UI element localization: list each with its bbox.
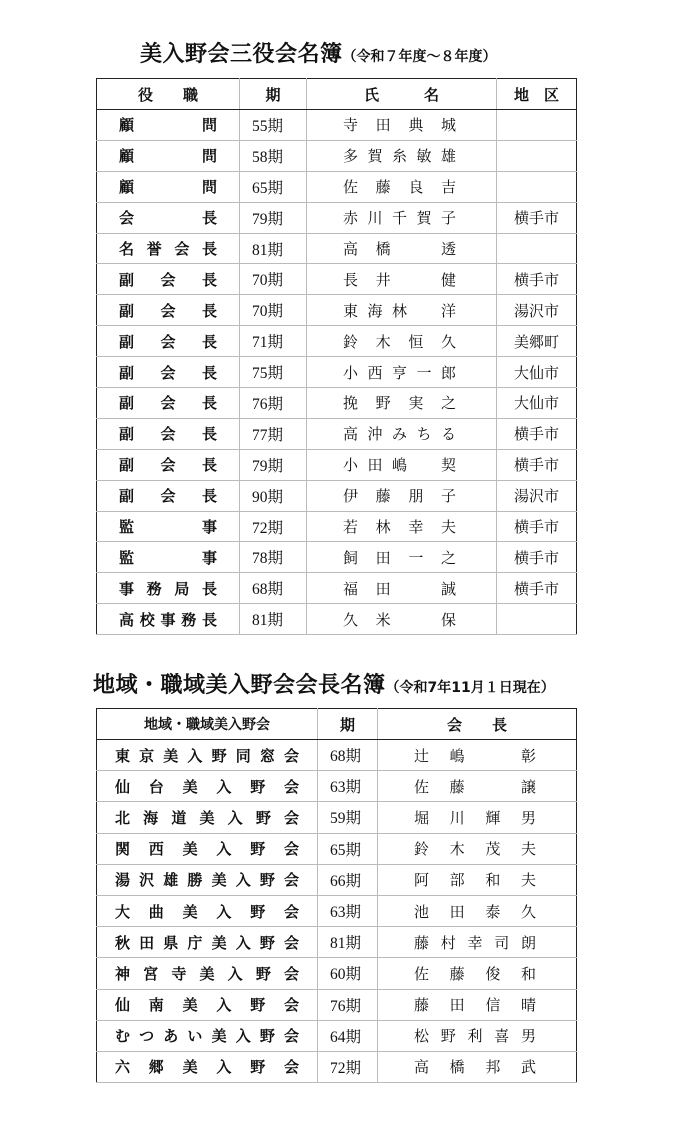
officer-role-text: 会長	[119, 209, 217, 228]
table-row	[97, 604, 577, 635]
table-row	[97, 171, 577, 202]
officer-area	[497, 604, 577, 635]
officer-name-text: 伊藤朋子	[343, 487, 456, 506]
officer-name	[307, 171, 497, 202]
table-row	[97, 110, 577, 141]
officer-role	[97, 418, 240, 449]
officer-area: 横手市	[497, 573, 577, 604]
officer-name-text: 多賀糸敏雄	[343, 147, 456, 166]
officer-role-text: 事務局長	[119, 579, 217, 598]
branch-name	[97, 927, 318, 958]
table-row	[97, 833, 577, 864]
table-row	[97, 418, 577, 449]
officer-term: 68期	[240, 573, 307, 604]
branch-name	[97, 989, 318, 1020]
table-row	[97, 771, 577, 802]
branches-title-text: 地域・職域美入野会会長名簿	[93, 673, 386, 698]
table-row	[97, 895, 577, 926]
branch-president-text: 堀川輝男	[414, 808, 536, 827]
branch-term: 64期	[318, 1020, 378, 1051]
officer-name	[307, 295, 497, 326]
officer-role-text: 監事	[119, 518, 217, 537]
branch-president-text: 辻嶋 彰	[414, 746, 536, 765]
header-president: 会 長	[378, 709, 577, 740]
table-row	[97, 1020, 577, 1051]
officer-term: 71期	[240, 326, 307, 357]
officer-term: 70期	[240, 295, 307, 326]
officer-area: 横手市	[497, 202, 577, 233]
officer-name	[307, 573, 497, 604]
officer-role-text: 名誉会長	[119, 240, 217, 258]
branch-name-text: 湯沢雄勝美入野会	[115, 871, 299, 890]
table-row	[97, 511, 577, 542]
officer-term: 72期	[240, 511, 307, 542]
header-name: 氏 名	[307, 79, 497, 110]
table-row	[97, 295, 577, 326]
officer-area: 大仙市	[497, 357, 577, 388]
table-row	[97, 802, 577, 833]
officer-term: 78期	[240, 542, 307, 573]
officer-role	[97, 357, 240, 388]
officer-name-text: 小西亨一郎	[343, 363, 456, 382]
officer-role	[97, 388, 240, 419]
officer-name-text: 鈴木恒久	[343, 332, 456, 351]
officer-term: 75期	[240, 357, 307, 388]
officer-term: 65期	[240, 171, 307, 202]
officer-role	[97, 511, 240, 542]
branch-name	[97, 895, 318, 926]
officer-name-text: 若林幸夫	[343, 518, 456, 537]
branch-president	[378, 895, 577, 926]
officer-role	[97, 326, 240, 357]
branch-name-text: 東京美入野同窓会	[115, 746, 299, 765]
officer-name	[307, 388, 497, 419]
officer-term: 81期	[240, 604, 307, 635]
officer-role	[97, 295, 240, 326]
table-row	[97, 264, 577, 295]
branch-name	[97, 1051, 318, 1082]
officer-area: 横手市	[497, 449, 577, 480]
branch-name-text: 北海道美入野会	[115, 808, 299, 827]
officers-table	[96, 78, 577, 635]
branch-name	[97, 771, 318, 802]
branch-president-text: 阿部和夫	[414, 871, 536, 890]
branch-name-text: 仙台美入野会	[115, 777, 299, 796]
officer-area	[497, 110, 577, 141]
officer-name-text: 東海林 洋	[343, 301, 456, 320]
officer-term: 55期	[240, 110, 307, 141]
officer-role	[97, 233, 240, 264]
officer-name	[307, 110, 497, 141]
officer-area: 横手市	[497, 418, 577, 449]
branches-title	[93, 668, 555, 699]
table-row	[97, 864, 577, 895]
branch-president	[378, 1051, 577, 1082]
officer-role-text: 高校事務長	[119, 610, 217, 629]
header-role: 役 職	[97, 79, 240, 110]
officer-name-text: 佐藤良吉	[343, 178, 456, 197]
table-row	[97, 989, 577, 1020]
officer-role	[97, 140, 240, 171]
officer-name	[307, 418, 497, 449]
table-row	[97, 449, 577, 480]
branch-president	[378, 864, 577, 895]
table-row	[97, 480, 577, 511]
table-row	[97, 388, 577, 419]
officer-area: 湯沢市	[497, 480, 577, 511]
officer-area	[497, 233, 577, 264]
table-row	[97, 233, 577, 264]
branch-name	[97, 833, 318, 864]
officer-area: 大仙市	[497, 388, 577, 419]
branch-term: 63期	[318, 895, 378, 926]
branch-name-text: 秋田県庁美入野会	[115, 933, 299, 952]
officer-role	[97, 202, 240, 233]
officer-name-text: 福田 誠	[343, 579, 456, 598]
officer-name	[307, 480, 497, 511]
header-branch: 地域・職域美入野会	[97, 709, 318, 740]
officer-name-text: 久米 保	[343, 610, 456, 629]
officer-name	[307, 264, 497, 295]
officer-role	[97, 449, 240, 480]
officer-role-text: 監事	[119, 548, 217, 567]
officer-name-text: 寺田典城	[343, 116, 456, 135]
officer-role-text: 副会長	[119, 270, 217, 289]
officer-role	[97, 604, 240, 635]
officer-role-text: 副会長	[119, 301, 217, 320]
branch-president	[378, 802, 577, 833]
header-area: 地 区	[497, 79, 577, 110]
officer-role-text: 顧問	[119, 178, 217, 197]
officer-term: 79期	[240, 202, 307, 233]
officer-role	[97, 110, 240, 141]
officer-area: 横手市	[497, 264, 577, 295]
officer-name-text: 赤川千賀子	[343, 209, 456, 228]
branch-name-text: 仙南美入野会	[115, 996, 299, 1015]
officer-name	[307, 202, 497, 233]
branch-name-text: 神宮寺美入野会	[115, 964, 299, 983]
table-row	[97, 326, 577, 357]
officers-title	[140, 37, 497, 68]
branch-president-text: 鈴木茂夫	[414, 840, 536, 859]
officer-role-text: 顧問	[119, 116, 217, 135]
branch-president	[378, 989, 577, 1020]
officer-role-text: 副会長	[119, 394, 217, 413]
officer-role	[97, 171, 240, 202]
officer-term: 90期	[240, 480, 307, 511]
officer-area: 美郷町	[497, 326, 577, 357]
table-row	[97, 573, 577, 604]
branch-president-text: 高橋邦武	[414, 1058, 536, 1077]
branch-president	[378, 927, 577, 958]
branch-term: 60期	[318, 958, 378, 989]
branch-term: 65期	[318, 833, 378, 864]
officers-header-row	[97, 79, 577, 110]
officer-area: 湯沢市	[497, 295, 577, 326]
table-row	[97, 140, 577, 171]
branch-president	[378, 958, 577, 989]
officer-term: 81期	[240, 233, 307, 264]
branch-president-text: 松野利喜男	[414, 1027, 536, 1046]
officer-name-text: 小田嶋 契	[343, 456, 456, 475]
officer-role	[97, 542, 240, 573]
branch-name	[97, 1020, 318, 1051]
branch-term: 68期	[318, 740, 378, 771]
officer-name	[307, 326, 497, 357]
officer-term: 70期	[240, 264, 307, 295]
table-row	[97, 1051, 577, 1082]
officer-name-text: 長井 健	[343, 270, 456, 289]
table-row	[97, 740, 577, 771]
branch-term: 59期	[318, 802, 378, 833]
officer-role	[97, 264, 240, 295]
officer-name	[307, 449, 497, 480]
officer-term: 77期	[240, 418, 307, 449]
officer-name-text: 高橋 透	[343, 240, 456, 258]
officer-name	[307, 542, 497, 573]
officer-term: 58期	[240, 140, 307, 171]
officer-role	[97, 573, 240, 604]
branch-president-text: 佐藤 譲	[414, 777, 536, 796]
branch-name	[97, 958, 318, 989]
branch-president	[378, 740, 577, 771]
branch-term: 76期	[318, 989, 378, 1020]
table-row	[97, 927, 577, 958]
officer-name	[307, 233, 497, 264]
table-row	[97, 202, 577, 233]
branch-name-text: 六郷美入野会	[115, 1058, 299, 1077]
branch-term: 81期	[318, 927, 378, 958]
officer-term: 79期	[240, 449, 307, 480]
officer-name	[307, 140, 497, 171]
officers-period: （令和７年度〜８年度）	[342, 49, 497, 65]
officer-area	[497, 140, 577, 171]
officer-name-text: 挽野実之	[343, 394, 456, 413]
branch-name-text: 関西美入野会	[115, 840, 299, 859]
branch-president-text: 佐藤俊和	[414, 964, 536, 983]
officer-term: 76期	[240, 388, 307, 419]
officer-name	[307, 511, 497, 542]
table-row	[97, 542, 577, 573]
branches-as-of: （令和7年11月１日現在）	[385, 680, 555, 696]
branch-president	[378, 833, 577, 864]
branches-table	[96, 708, 577, 1083]
branch-term: 72期	[318, 1051, 378, 1082]
branch-term: 66期	[318, 864, 378, 895]
officer-role-text: 副会長	[119, 456, 217, 475]
officer-area: 横手市	[497, 542, 577, 573]
officer-name-text: 飼田一之	[343, 548, 456, 567]
officers-title-text: 美入野会三役会名簿	[140, 42, 343, 67]
officer-role-text: 副会長	[119, 363, 217, 382]
branch-president-text: 池田泰久	[414, 902, 536, 921]
header-term: 期	[240, 79, 307, 110]
branch-president	[378, 1020, 577, 1051]
officer-name-text: 高沖みちる	[343, 425, 456, 444]
branch-name	[97, 864, 318, 895]
officer-role-text: 副会長	[119, 332, 217, 351]
branch-name-text: 大曲美入野会	[115, 902, 299, 921]
officer-name	[307, 357, 497, 388]
table-row	[97, 958, 577, 989]
branch-name	[97, 802, 318, 833]
officer-area: 横手市	[497, 511, 577, 542]
officer-area	[497, 171, 577, 202]
branch-president	[378, 771, 577, 802]
branches-header-row	[97, 709, 577, 740]
officer-role-text: 顧問	[119, 147, 217, 166]
branch-name-text: むつあい美入野会	[115, 1027, 299, 1046]
officer-role-text: 副会長	[119, 425, 217, 444]
header-branch-term: 期	[318, 709, 378, 740]
branch-president-text: 藤村幸司朗	[414, 933, 536, 952]
officer-name	[307, 604, 497, 635]
officer-role	[97, 480, 240, 511]
officer-role-text: 副会長	[119, 487, 217, 506]
branch-name	[97, 740, 318, 771]
branch-term: 63期	[318, 771, 378, 802]
table-row	[97, 357, 577, 388]
branch-president-text: 藤田信晴	[414, 996, 536, 1015]
